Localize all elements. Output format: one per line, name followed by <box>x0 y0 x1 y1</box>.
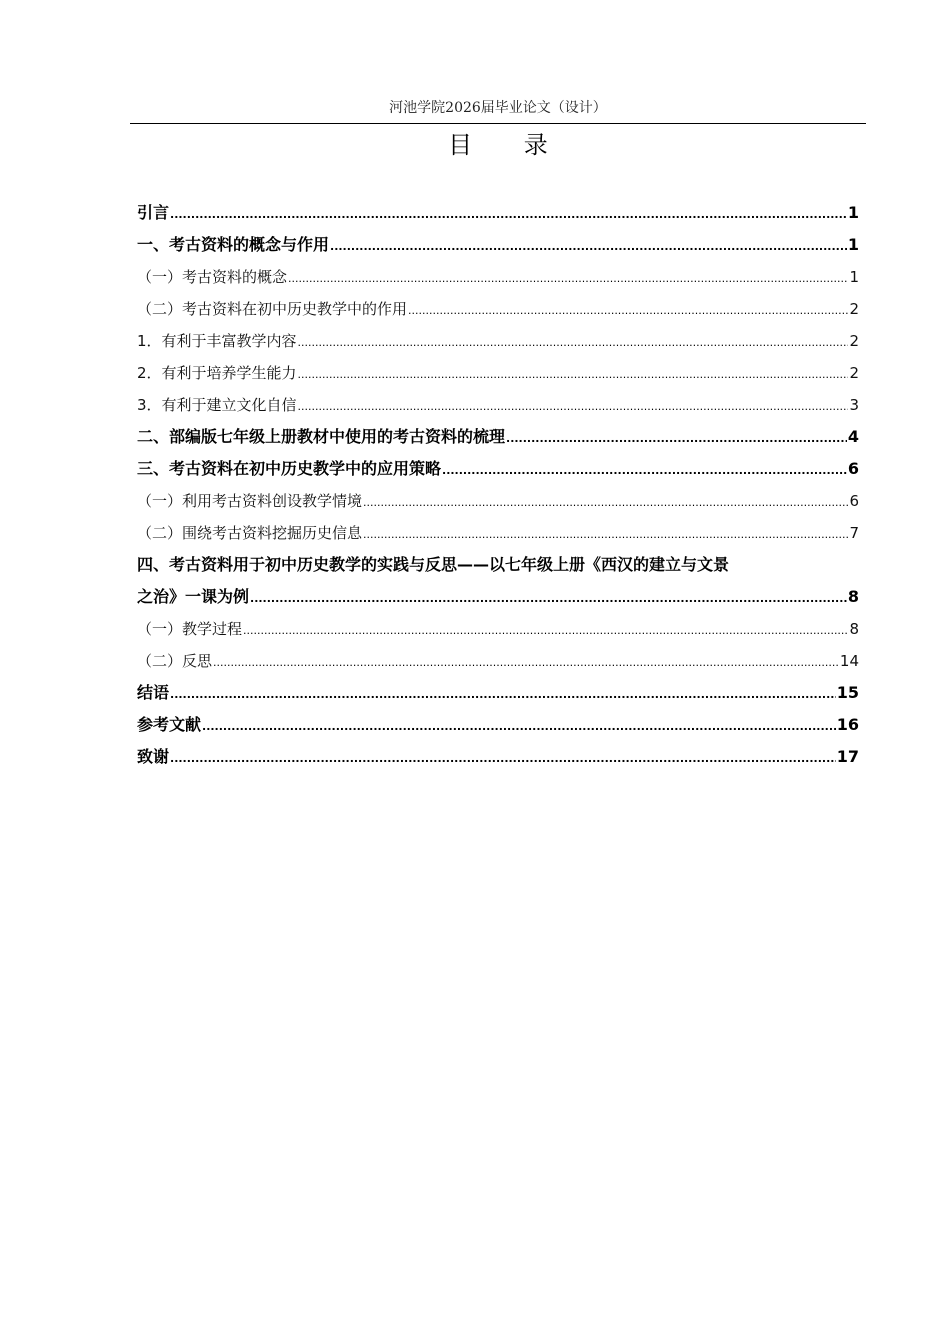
toc-entry[interactable] <box>137 613 859 645</box>
toc-entry-page: 14 <box>839 652 859 670</box>
toc-entry[interactable] <box>137 677 859 709</box>
toc-entry[interactable] <box>137 453 859 485</box>
toc-entry-label: 引言 <box>137 203 170 222</box>
toc-entry-label: 3．有利于建立文化自信 <box>137 396 297 414</box>
toc-entry[interactable] <box>137 645 859 677</box>
toc-entry-label: 四、考古资料用于初中历史教学的实践与反思——以七年级上册《西汉的建立与文景 <box>137 555 730 574</box>
toc-entry[interactable] <box>137 293 859 325</box>
toc-entry-label: 二、部编版七年级上册教材中使用的考古资料的梳理 <box>137 427 506 446</box>
dot-leader <box>243 615 848 647</box>
toc-entry-label: （一）教学过程 <box>137 620 243 638</box>
toc-entry-label: （二）围绕考古资料挖掘历史信息 <box>137 524 363 542</box>
toc-entry[interactable] <box>137 581 859 613</box>
dot-leader <box>363 519 848 551</box>
toc-entry[interactable] <box>137 261 859 293</box>
toc-entry-page: 2 <box>849 300 859 318</box>
toc-entry-label: 2．有利于培养学生能力 <box>137 364 297 382</box>
dot-leader <box>250 583 847 615</box>
toc-entry-page: 1 <box>849 268 859 286</box>
toc-entry-page: 4 <box>847 427 859 446</box>
running-header: 河池学院2026届毕业论文（设计） <box>389 100 607 116</box>
toc-entry-label: 1．有利于丰富教学内容 <box>137 332 297 350</box>
toc-entry-label: （二）反思 <box>137 652 213 670</box>
dot-leader <box>506 423 847 455</box>
toc-entry-label: 一、考古资料的概念与作用 <box>137 235 330 254</box>
dot-leader <box>298 391 849 423</box>
dot-leader <box>298 327 849 359</box>
toc-entry-label-continued: 之治》一课为例 <box>137 587 250 606</box>
toc-entry-page: 3 <box>849 396 859 414</box>
dot-leader <box>288 263 848 295</box>
toc-entry-label: （一）利用考古资料创设教学情境 <box>137 492 363 510</box>
toc-entry[interactable] <box>137 325 859 357</box>
toc-entry-page: 7 <box>849 524 859 542</box>
toc-entry-label: （一）考古资料的概念 <box>137 268 288 286</box>
dot-leader <box>442 455 847 487</box>
toc-entry-page: 1 <box>847 235 859 254</box>
toc-entry-label: 参考文献 <box>137 715 202 734</box>
toc-entry[interactable] <box>137 389 859 421</box>
toc-entry-label: 结语 <box>137 683 170 702</box>
toc-entry-page: 2 <box>849 364 859 382</box>
dot-leader <box>408 295 848 327</box>
toc-entry[interactable] <box>137 229 859 261</box>
dot-leader <box>170 743 836 775</box>
toc-entry[interactable] <box>137 421 859 453</box>
toc-entry-page: 6 <box>849 492 859 510</box>
toc-entry-page: 16 <box>836 715 859 734</box>
toc-entry-first-line[interactable] <box>137 549 859 581</box>
dot-leader <box>170 679 836 711</box>
dot-leader <box>170 199 847 231</box>
toc-entry[interactable] <box>137 517 859 549</box>
dot-leader <box>213 647 839 679</box>
toc-entry-page: 8 <box>849 620 859 638</box>
toc-entry[interactable] <box>137 485 859 517</box>
toc-entry-page: 2 <box>849 332 859 350</box>
toc-entry[interactable] <box>137 357 859 389</box>
toc-entry-label: （二）考古资料在初中历史教学中的作用 <box>137 300 408 318</box>
dot-leader <box>202 711 836 743</box>
toc-entry-page: 8 <box>847 587 859 606</box>
toc-entry-page: 17 <box>836 747 859 766</box>
toc-entry-label: 致谢 <box>137 747 170 766</box>
dot-leader <box>330 231 847 263</box>
dot-leader <box>363 487 848 519</box>
table-of-contents <box>137 197 859 773</box>
toc-entry-label: 三、考古资料在初中历史教学中的应用策略 <box>137 459 442 478</box>
toc-title: 目 录 <box>448 131 570 159</box>
toc-entry-page: 6 <box>847 459 859 478</box>
toc-entry-page: 1 <box>847 203 859 222</box>
toc-entry-page: 15 <box>836 683 859 702</box>
toc-entry[interactable] <box>137 741 859 773</box>
header-divider <box>130 123 866 124</box>
dot-leader <box>298 359 849 391</box>
toc-entry[interactable] <box>137 709 859 741</box>
toc-entry[interactable] <box>137 197 859 229</box>
